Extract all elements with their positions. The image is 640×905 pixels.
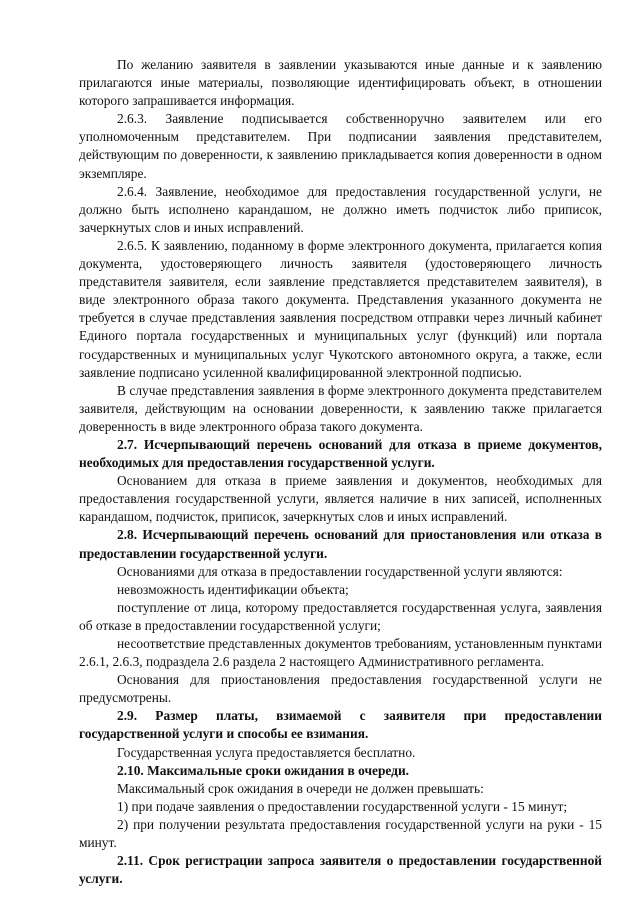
list-item-wait-submission: 1) при подаче заявления о предоставлении государственной услуги - 15 минут; [117, 798, 568, 814]
heading-2-9: 2.9. Размер платы, взимаемой с заявителя при предоставлении государственной услуги и способы ее взимания. [79, 708, 602, 742]
paragraph-max-wait-intro: Максимальный срок ожидания в очереди не должен превышать: [117, 780, 484, 796]
paragraph-2-6-4: 2.6.4. Заявление, необходимое для предоставления государственной услуги, не должно быть исполнено карандашом, не должно иметь подчисток либо приписок, зачеркнутых слов и иных исправлений. [79, 183, 602, 235]
paragraph-suspension: Основания для приостановления предоставления государственной услуги не предусмотрены. [79, 672, 602, 706]
list-item-wait-result: 2) при получении результата предоставления государственной услуги на руки - 15 минут. [79, 816, 602, 851]
list-item-nonconformity: несоответствие представленных документов требованиям, установленным пунктами 2.6.1, 2.6.3, подраздела 2.6 раздела 2 настоящего Административного регламента. [79, 636, 602, 670]
list-item-withdrawal: поступление от лица, которому предоставляется государственная услуга, заявления об отказе в предоставлении государственной услуги; [79, 599, 602, 633]
heading-2-10: 2.10. Максимальные сроки ожидания в очереди. [117, 762, 410, 778]
paragraph-refusal-list-intro: Основаниями для отказа в предоставлении государственной услуги являются: [117, 563, 563, 579]
heading-2-11: 2.11. Срок регистрации запроса заявителя о предоставлении государственной услуги. [79, 853, 602, 887]
list-item-identification: невозможность идентификации объекта; [117, 581, 349, 597]
document-page [79, 56, 602, 888]
paragraph-refusal-grounds: Основанием для отказа в приеме заявления и документов, необходимых для предоставления государственной услуги, является наличие в них записей, исполненных карандашом, подчисток, приписок, зачеркнутых слов и иных исправлений. [79, 473, 602, 525]
paragraph-additional-data: По желанию заявителя в заявлении указываются иные данные и к заявлению прилагаются иные материалы, позволяющие идентифицировать объект, в отношении которого запрашивается информация. [79, 57, 602, 109]
paragraph-representative-case: В случае представления заявления в форме электронного документа представителем заявителя, действующим на основании доверенности, к заявлению также прилагается доверенность в виде электронного образа такого документа. [79, 382, 602, 434]
paragraph-2-6-5: 2.6.5. К заявлению, поданному в форме электронного документа, прилагается копия документа, удостоверяющего личность заявителя (удостоверяющего личность представителя заявителя, если заявление представляется представителем заявителя), в виде электронного образа такого документа. Представления указанного документа не требуется в случае представления заявления посредством отправки через личный кабинет Единого портала государственных и муниципальных услуг (функций) или портала государственных и муниципальных услуг Чукотского автономного округа, а также, если заявление подписано усиленной квалифицированной электронной подписью. [79, 237, 602, 380]
paragraph-free-of-charge: Государственная услуга предоставляется бесплатно. [117, 744, 416, 760]
heading-2-8: 2.8. Исчерпывающий перечень оснований для приостановления или отказа в предоставлении государственной услуги. [79, 527, 602, 561]
paragraph-2-6-3: 2.6.3. Заявление подписывается собственноручно заявителем или его уполномоченным представителем. При подписании заявления представителем, действующим по доверенности, к заявлению прикладывается копия доверенности в одном экземпляре. [79, 111, 602, 181]
heading-2-7: 2.7. Исчерпывающий перечень оснований для отказа в приеме документов, необходимых для предоставления государственной услуги. [79, 436, 602, 471]
